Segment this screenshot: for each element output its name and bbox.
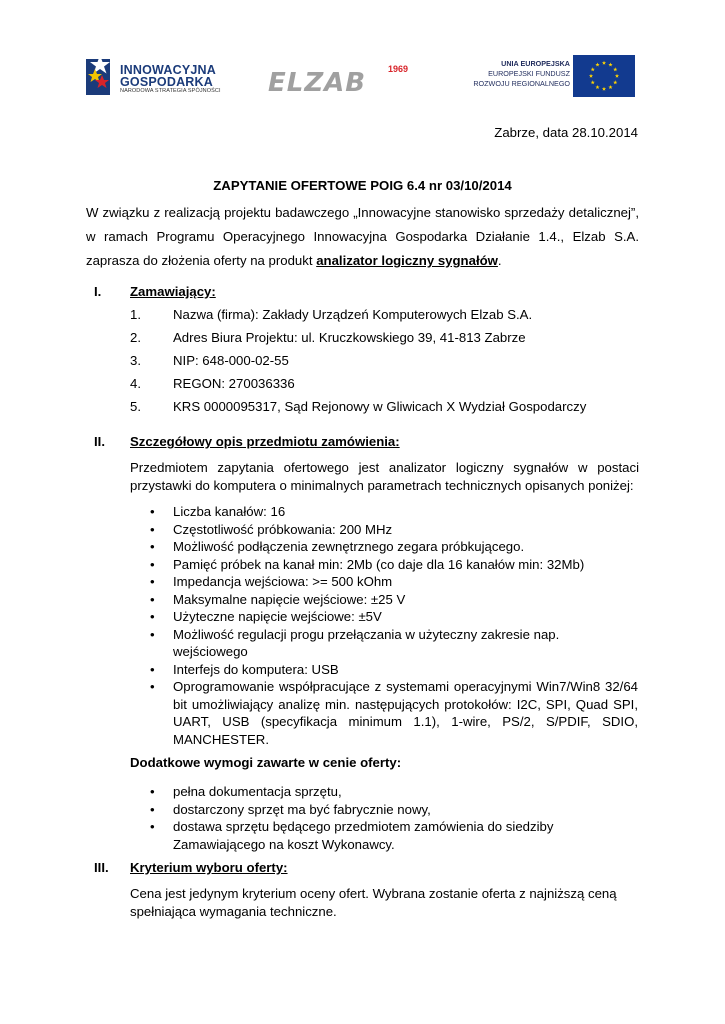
extra-text: dostawa sprzętu będącego przedmiotem zamówienia do siedziby Zamawiającego na koszt Wykonawcy. (173, 819, 554, 852)
section1-heading: Zamawiający: (130, 284, 216, 299)
bullet-icon: • (150, 521, 155, 537)
bullet-icon: • (150, 504, 155, 519)
list-item-number: 3. (130, 353, 141, 368)
list-item-text: NIP: 648-000-02-55 (173, 353, 289, 368)
innowacyjna-gospodarka-logo (86, 55, 236, 99)
list-item-number: 4. (130, 376, 141, 391)
section2-description: Przedmiotem zapytania ofertowego jest analizator logiczny sygnałów w postaci przystawki do komputera o minimalnych parametrach technicznych opisanych poniżej: (130, 460, 639, 493)
spec-text: Użyteczne napięcie wejściowe: ±5V (173, 609, 382, 624)
bullet-icon: • (150, 556, 155, 572)
bullet-icon: • (150, 679, 155, 694)
eu-flag-icon (573, 55, 635, 97)
bullet-icon: • (150, 591, 155, 607)
bullet-icon: • (150, 819, 155, 834)
bullet-icon: • (150, 661, 155, 677)
spec-text: Pamięć próbek na kanał min: 2Mb (co daje dla 16 kanałów min: 32Mb) (173, 556, 585, 572)
spec-text: Maksymalne napięcie wejściowe: ±25 V (173, 591, 406, 607)
section3-numeral: III. (94, 860, 109, 875)
logo-ig-line1: INNOWACYJNA (120, 63, 216, 77)
list-item-number: 2. (130, 330, 141, 345)
extra-text: dostarczony sprzęt ma być fabrycznie nowy, (173, 801, 431, 817)
elzab-logo (268, 64, 428, 100)
section2-heading: Szczegółowy opis przedmiotu zamówienia: (130, 434, 400, 449)
eu-label-line1: UNIA EUROPEJSKA (501, 59, 570, 68)
eu-label-line2: EUROPEJSKI FUNDUSZ (488, 69, 570, 78)
spec-text: Możliwość podłączenia zewnętrznego zegara próbkującego. (173, 539, 525, 554)
document-date: Zabrze, data 28.10.2014 (494, 125, 638, 140)
section3-heading: Kryterium wyboru oferty: (130, 860, 288, 875)
spec-text: Impedancja wejściowa: >= 500 kOhm (173, 574, 393, 589)
section2-numeral: II. (94, 434, 105, 449)
elzab-logo-year: 1969 (388, 64, 409, 74)
eu-fund-label (460, 59, 570, 89)
list-item-text: Nazwa (firma): Zakłady Urządzeń Komputerowych Elzab S.A. (173, 307, 533, 322)
list-item-text: REGON: 270036336 (173, 376, 295, 391)
section1-numeral: I. (94, 284, 102, 299)
intro-paragraph (86, 201, 639, 273)
spec-text: Możliwość regulacji progu przełączania w użyteczny zakresie nap. wejściowego (173, 626, 560, 659)
innowacyjna-gospodarka-emblem-icon (86, 55, 114, 95)
elzab-logo-name: ELZAB (268, 68, 367, 98)
document-title: ZAPYTANIE OFERTOWE POIG 6.4 nr 03/10/2014 (213, 178, 512, 193)
list-item-number: 5. (130, 399, 141, 414)
extra-text: pełna dokumentacja sprzętu, (173, 784, 342, 799)
logo-ig-line2: GOSPODARKA (120, 75, 213, 89)
bullet-icon: • (150, 801, 155, 817)
bullet-icon: • (150, 626, 155, 642)
spec-text: Liczba kanałów: 16 (173, 504, 286, 519)
extra-requirements-heading: Dodatkowe wymogi zawarte w cenie oferty: (130, 755, 402, 770)
intro-text: W związku z realizacją projektu badawczego „Innowacyjne stanowisko sprzedaży detalicznej”, w ramach Programu Operacyjnego Innowacyjna Gospodarka Działanie 1.4., Elzab S.A. zaprasza do złożenia oferty na produkt (86, 205, 639, 268)
bullet-icon: • (150, 574, 155, 589)
bullet-icon: • (150, 609, 155, 624)
intro-text-end: . (497, 253, 502, 268)
bullet-icon: • (150, 784, 155, 799)
list-item-text: Adres Biura Projektu: ul. Kruczkowskiego 39, 41-813 Zabrze (173, 330, 526, 345)
list-item-number: 1. (130, 307, 141, 322)
logo-ig-line3: NARODOWA STRATEGIA SPÓJNOŚCI (120, 88, 221, 94)
bullet-icon: • (150, 539, 155, 554)
spec-text: Oprogramowanie współpracujące z systemami operacyjnymi Win7/Win8 32/64 bit umożliwiający analizę min. następujących protokołów: I2C, SPI, Quad SPI, UART, USB (specyfikacja minimum 1.1), 1-wire, PS/2, S/PDIF, SDIO, MANCHESTER. (173, 679, 638, 747)
intro-product-name: analizator logiczny sygnałów (316, 253, 498, 268)
eu-label-line3: ROZWOJU REGIONALNEGO (473, 79, 570, 88)
list-item-text: KRS 0000095317, Sąd Rejonowy w Gliwicach X Wydział Gospodarczy (173, 399, 587, 414)
spec-text: Interfejs do komputera: USB (173, 661, 339, 677)
spec-text: Częstotliwość próbkowania: 200 MHz (173, 521, 393, 537)
section3-text: Cena jest jedynym kryterium oceny ofert. Wybrana zostanie oferta z najniższą ceną spełniająca wymagania techniczne. (130, 886, 617, 919)
